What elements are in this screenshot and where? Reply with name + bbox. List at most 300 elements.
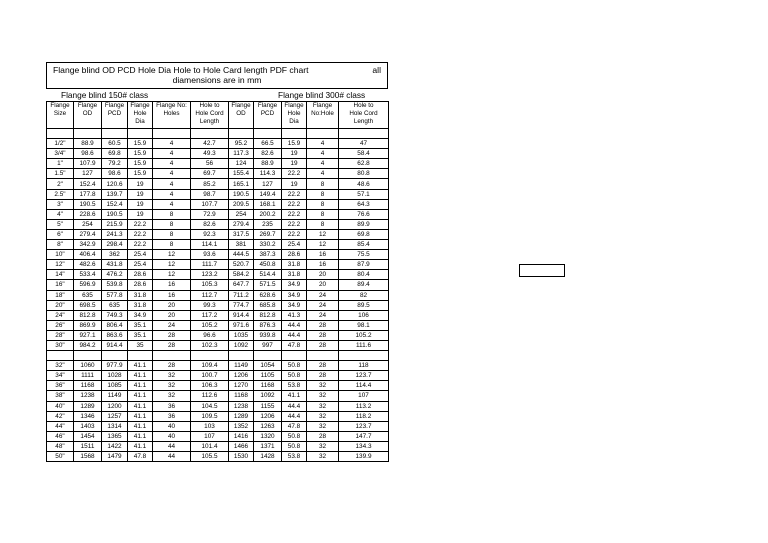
table-cell: 147.7	[339, 431, 389, 441]
table-cell: 82.6	[254, 149, 282, 159]
class-300-heading: Flange blind 300# class	[278, 90, 366, 100]
table-cell: 812.8	[254, 310, 282, 320]
table-cell: 984.2	[74, 340, 102, 350]
table-cell: 24	[153, 320, 191, 330]
table-cell: 20	[153, 310, 191, 320]
table-cell: 1270	[229, 381, 254, 391]
table-cell: 6"	[47, 229, 74, 239]
table-cell: 8"	[47, 240, 74, 250]
table-cell: 72.9	[191, 209, 229, 219]
column-header	[128, 102, 153, 129]
table-cell: 977.9	[102, 361, 128, 371]
column-header	[191, 102, 229, 129]
table-cell: 40"	[47, 401, 74, 411]
table-cell: 50"	[47, 452, 74, 462]
column-header-line: Flange	[77, 102, 98, 109]
table-cell: 22.2	[282, 209, 307, 219]
table-row	[47, 219, 389, 229]
gap-cell	[74, 129, 102, 139]
column-header	[339, 102, 389, 129]
table-cell: 1365	[102, 431, 128, 441]
table-cell: 876.3	[254, 320, 282, 330]
table-cell: 56	[191, 159, 229, 169]
table-cell: 53.8	[282, 381, 307, 391]
table-cell: 96.6	[191, 330, 229, 340]
table-cell: 330.2	[254, 240, 282, 250]
table-cell: 869.9	[74, 320, 102, 330]
table-cell: 106.3	[191, 381, 229, 391]
table-cell: 1092	[229, 340, 254, 350]
column-header-line: Hole	[133, 110, 147, 117]
table-cell: 139.7	[102, 189, 128, 199]
table-cell: 44"	[47, 421, 74, 431]
table-cell: 111.6	[339, 340, 389, 350]
column-header-line: Flange	[104, 102, 125, 109]
table-cell: 152.4	[74, 179, 102, 189]
table-cell: 15.9	[128, 159, 153, 169]
table-cell: 997	[254, 340, 282, 350]
table-cell: 5"	[47, 219, 74, 229]
table-cell: 32"	[47, 361, 74, 371]
table-cell: 190.5	[102, 209, 128, 219]
table-cell: 317.5	[229, 229, 254, 239]
table-cell: 1111	[74, 371, 102, 381]
table-cell: 99.3	[191, 300, 229, 310]
table-row	[47, 371, 389, 381]
table-cell: 105.2	[339, 330, 389, 340]
column-header-line: Size	[53, 110, 67, 117]
table-cell: 41.1	[128, 421, 153, 431]
table-cell: 38"	[47, 391, 74, 401]
table-cell: 47.8	[282, 340, 307, 350]
table-cell: 117.2	[191, 310, 229, 320]
table-cell: 1238	[74, 391, 102, 401]
table-cell: 711.2	[229, 290, 254, 300]
table-cell: 514.4	[254, 270, 282, 280]
table-cell: 450.8	[254, 260, 282, 270]
table-cell: 1206	[254, 411, 282, 421]
table-row	[47, 199, 389, 209]
table-cell: 44.4	[282, 411, 307, 421]
table-cell: 628.6	[254, 290, 282, 300]
table-cell: 32	[153, 371, 191, 381]
column-header-line: Flange	[284, 102, 304, 109]
table-cell: 1511	[74, 441, 102, 451]
table-cell: 120.6	[102, 179, 128, 189]
gap-cell	[153, 129, 191, 139]
table-cell: 127	[254, 179, 282, 189]
table-cell: 168.1	[254, 199, 282, 209]
table-cell: 914.4	[229, 310, 254, 320]
selected-cell-box[interactable]	[519, 264, 565, 277]
column-header	[47, 102, 74, 129]
flange-chart-sheet	[46, 62, 388, 462]
table-cell: 31.8	[282, 270, 307, 280]
table-cell: 57.1	[339, 189, 389, 199]
table-cell: 152.4	[102, 199, 128, 209]
table-row	[47, 280, 389, 290]
table-cell: 32	[153, 381, 191, 391]
table-cell: 36"	[47, 381, 74, 391]
table-cell: 15.9	[128, 169, 153, 179]
table-cell: 1568	[74, 452, 102, 462]
table-cell: 1289	[74, 401, 102, 411]
table-cell: 53.8	[282, 452, 307, 462]
column-header	[307, 102, 339, 129]
table-cell: 134.3	[339, 441, 389, 451]
table-cell: 12	[153, 270, 191, 280]
table-cell: 647.7	[229, 280, 254, 290]
gap-cell	[191, 351, 229, 361]
table-cell: 118	[339, 361, 389, 371]
table-cell: 2.5"	[47, 189, 74, 199]
table-cell: 1"	[47, 159, 74, 169]
table-row	[47, 340, 389, 350]
table-cell: 2"	[47, 179, 74, 189]
gap-cell	[191, 129, 229, 139]
table-cell: 4	[153, 149, 191, 159]
table-cell: 596.9	[74, 280, 102, 290]
table-cell: 44	[153, 441, 191, 451]
column-header-line: Length	[199, 118, 220, 125]
table-row	[47, 421, 389, 431]
gap-cell	[102, 129, 128, 139]
table-row	[47, 250, 389, 260]
column-header-line: No:Hole	[311, 110, 334, 117]
table-cell: 406.4	[74, 250, 102, 260]
table-cell: 32	[307, 452, 339, 462]
table-cell: 8	[153, 229, 191, 239]
table-cell: 31.8	[128, 290, 153, 300]
row-gap	[47, 351, 389, 361]
table-cell: 241.3	[102, 229, 128, 239]
table-cell: 102.3	[191, 340, 229, 350]
table-cell: 100.7	[191, 371, 229, 381]
table-cell: 107.7	[191, 199, 229, 209]
table-cell: 1263	[254, 421, 282, 431]
table-cell: 774.7	[229, 300, 254, 310]
table-cell: 3"	[47, 199, 74, 209]
table-cell: 22.2	[282, 229, 307, 239]
table-cell: 1105	[254, 371, 282, 381]
gap-cell	[47, 351, 74, 361]
table-cell: 12	[307, 240, 339, 250]
table-cell: 93.6	[191, 250, 229, 260]
table-cell: 36	[153, 411, 191, 421]
column-header	[254, 102, 282, 129]
table-cell: 444.5	[229, 250, 254, 260]
table-cell: 685.8	[254, 300, 282, 310]
table-cell: 105.2	[191, 320, 229, 330]
table-cell: 1.5"	[47, 169, 74, 179]
table-cell: 123.7	[339, 371, 389, 381]
gap-cell	[47, 129, 74, 139]
table-cell: 28"	[47, 330, 74, 340]
chart-title: Flange blind OD PCD Hole Dia Hole to Hole Card length PDF chart	[53, 65, 309, 75]
table-cell: 98.6	[102, 169, 128, 179]
table-cell: 124	[229, 159, 254, 169]
table-cell: 4	[153, 159, 191, 169]
table-cell: 16"	[47, 280, 74, 290]
table-cell: 635	[102, 300, 128, 310]
column-header-line: OD	[236, 110, 246, 117]
table-row	[47, 159, 389, 169]
table-cell: 24"	[47, 310, 74, 320]
table-cell: 1168	[74, 381, 102, 391]
table-cell: 1346	[74, 411, 102, 421]
table-cell: 209.5	[229, 199, 254, 209]
table-cell: 117.3	[229, 149, 254, 159]
table-cell: 123.2	[191, 270, 229, 280]
table-cell: 22.2	[128, 240, 153, 250]
table-row	[47, 229, 389, 239]
table-cell: 8	[307, 209, 339, 219]
table-row	[47, 139, 389, 149]
table-cell: 1416	[229, 431, 254, 441]
table-cell: 139.9	[339, 452, 389, 462]
table-cell: 22.2	[128, 219, 153, 229]
table-cell: 1422	[102, 441, 128, 451]
table-cell: 103	[191, 421, 229, 431]
table-cell: 85.2	[191, 179, 229, 189]
table-cell: 22.2	[282, 189, 307, 199]
table-cell: 571.5	[254, 280, 282, 290]
table-cell: 431.8	[102, 260, 128, 270]
gap-cell	[307, 129, 339, 139]
table-cell: 62.8	[339, 159, 389, 169]
table-cell: 109.5	[191, 411, 229, 421]
table-cell: 12	[153, 250, 191, 260]
table-cell: 32	[307, 401, 339, 411]
table-cell: 19	[128, 199, 153, 209]
table-cell: 533.4	[74, 270, 102, 280]
table-cell: 4	[307, 149, 339, 159]
table-cell: 105.3	[191, 280, 229, 290]
table-cell: 24	[307, 300, 339, 310]
column-header	[229, 102, 254, 129]
table-cell: 113.2	[339, 401, 389, 411]
column-header-line: PCD	[260, 110, 275, 117]
table-cell: 15.9	[128, 139, 153, 149]
table-cell: 88.9	[74, 139, 102, 149]
table-cell: 26"	[47, 320, 74, 330]
table-cell: 105.5	[191, 452, 229, 462]
table-cell: 8	[153, 219, 191, 229]
table-cell: 32	[307, 411, 339, 421]
table-cell: 98.1	[339, 320, 389, 330]
table-cell: 4	[153, 169, 191, 179]
table-cell: 47.8	[128, 452, 153, 462]
gap-cell	[229, 351, 254, 361]
table-cell: 41.1	[128, 441, 153, 451]
table-cell: 28	[307, 340, 339, 350]
table-cell: 76.6	[339, 209, 389, 219]
table-cell: 16	[307, 250, 339, 260]
table-cell: 50.8	[282, 361, 307, 371]
gap-cell	[153, 351, 191, 361]
table-cell: 1428	[254, 452, 282, 462]
table-cell: 1155	[254, 401, 282, 411]
table-row	[47, 240, 389, 250]
table-cell: 28	[307, 361, 339, 371]
table-cell: 362	[102, 250, 128, 260]
gap-cell	[339, 129, 389, 139]
table-cell: 155.4	[229, 169, 254, 179]
table-cell: 476.2	[102, 270, 128, 280]
column-header	[102, 102, 128, 129]
gap-cell	[307, 351, 339, 361]
table-cell: 279.4	[229, 219, 254, 229]
table-cell: 35	[128, 340, 153, 350]
table-cell: 22.2	[282, 199, 307, 209]
table-cell: 28	[153, 361, 191, 371]
table-cell: 44	[153, 452, 191, 462]
table-cell: 1206	[229, 371, 254, 381]
table-cell: 88.9	[254, 159, 282, 169]
table-cell: 584.2	[229, 270, 254, 280]
table-cell: 92.3	[191, 229, 229, 239]
table-cell: 98.7	[191, 189, 229, 199]
table-cell: 1149	[229, 361, 254, 371]
table-cell: 28	[307, 330, 339, 340]
table-cell: 635	[74, 290, 102, 300]
table-cell: 971.6	[229, 320, 254, 330]
table-cell: 28	[307, 320, 339, 330]
table-cell: 12	[307, 229, 339, 239]
class-headings	[46, 90, 388, 101]
table-cell: 64.3	[339, 199, 389, 209]
table-cell: 107	[339, 391, 389, 401]
table-cell: 24	[307, 290, 339, 300]
table-cell: 254	[74, 219, 102, 229]
table-row	[47, 401, 389, 411]
table-cell: 235	[254, 219, 282, 229]
table-cell: 914.4	[102, 340, 128, 350]
table-cell: 118.2	[339, 411, 389, 421]
table-cell: 50.8	[282, 371, 307, 381]
column-header-line: Hole to	[199, 102, 220, 109]
table-cell: 107.9	[74, 159, 102, 169]
table-cell: 44.4	[282, 330, 307, 340]
table-cell: 47	[339, 139, 389, 149]
table-cell: 50.8	[282, 431, 307, 441]
table-cell: 22.2	[282, 169, 307, 179]
table-cell: 1530	[229, 452, 254, 462]
table-cell: 1466	[229, 441, 254, 451]
table-cell: 4"	[47, 209, 74, 219]
gap-cell	[74, 351, 102, 361]
flange-data-table	[46, 101, 389, 462]
table-cell: 40	[153, 431, 191, 441]
table-cell: 34.9	[282, 300, 307, 310]
table-cell: 4	[307, 159, 339, 169]
table-cell: 48"	[47, 441, 74, 451]
gap-cell	[128, 351, 153, 361]
table-cell: 19	[282, 149, 307, 159]
table-cell: 60.5	[102, 139, 128, 149]
table-cell: 1289	[229, 411, 254, 421]
table-cell: 254	[229, 209, 254, 219]
table-cell: 42.7	[191, 139, 229, 149]
table-cell: 127	[74, 169, 102, 179]
table-cell: 47.8	[282, 421, 307, 431]
column-header-line: Flange	[231, 102, 251, 109]
table-cell: 41.1	[128, 431, 153, 441]
table-cell: 28	[307, 371, 339, 381]
table-row	[47, 431, 389, 441]
column-header	[153, 102, 191, 129]
table-cell: 10"	[47, 250, 74, 260]
gap-cell	[254, 351, 282, 361]
table-cell: 8	[307, 219, 339, 229]
table-cell: 165.1	[229, 179, 254, 189]
column-header-line: Flange	[257, 102, 278, 109]
gap-cell	[282, 129, 307, 139]
table-cell: 104.5	[191, 401, 229, 411]
table-cell: 1028	[102, 371, 128, 381]
table-cell: 112.7	[191, 290, 229, 300]
table-cell: 35.1	[128, 320, 153, 330]
column-header-line: Hole	[287, 110, 301, 117]
table-cell: 342.9	[74, 240, 102, 250]
table-cell: 41.1	[128, 381, 153, 391]
table-cell: 1149	[102, 391, 128, 401]
gap-cell	[282, 351, 307, 361]
chart-title-all: all	[372, 65, 381, 75]
table-cell: 1479	[102, 452, 128, 462]
table-cell: 41.1	[128, 391, 153, 401]
table-cell: 41.3	[282, 310, 307, 320]
gap-cell	[339, 351, 389, 361]
table-cell: 4	[153, 189, 191, 199]
table-cell: 20	[307, 270, 339, 280]
table-cell: 24	[307, 310, 339, 320]
table-cell: 42"	[47, 411, 74, 421]
column-header-line: Dia	[289, 118, 299, 125]
row-gap	[47, 129, 389, 139]
table-cell: 8	[307, 189, 339, 199]
gap-cell	[229, 129, 254, 139]
table-cell: 15.9	[128, 149, 153, 159]
table-cell: 46"	[47, 431, 74, 441]
table-cell: 114.3	[254, 169, 282, 179]
table-cell: 32	[307, 421, 339, 431]
table-cell: 82.6	[191, 219, 229, 229]
table-cell: 812.8	[74, 310, 102, 320]
table-cell: 41.1	[128, 401, 153, 411]
column-header-line: Holes	[163, 110, 180, 117]
table-cell: 190.5	[74, 199, 102, 209]
table-cell: 279.4	[74, 229, 102, 239]
table-cell: 66.5	[254, 139, 282, 149]
table-cell: 4	[153, 139, 191, 149]
table-cell: 1092	[254, 391, 282, 401]
table-cell: 31.8	[282, 260, 307, 270]
table-cell: 228.6	[74, 209, 102, 219]
table-cell: 22.2	[282, 219, 307, 229]
table-cell: 1168	[229, 391, 254, 401]
table-cell: 18"	[47, 290, 74, 300]
chart-title-box	[46, 62, 388, 89]
table-row	[47, 361, 389, 371]
table-cell: 200.2	[254, 209, 282, 219]
table-cell: 1085	[102, 381, 128, 391]
table-row	[47, 260, 389, 270]
table-row	[47, 149, 389, 159]
table-cell: 20	[153, 300, 191, 310]
table-cell: 114.1	[191, 240, 229, 250]
table-row	[47, 209, 389, 219]
